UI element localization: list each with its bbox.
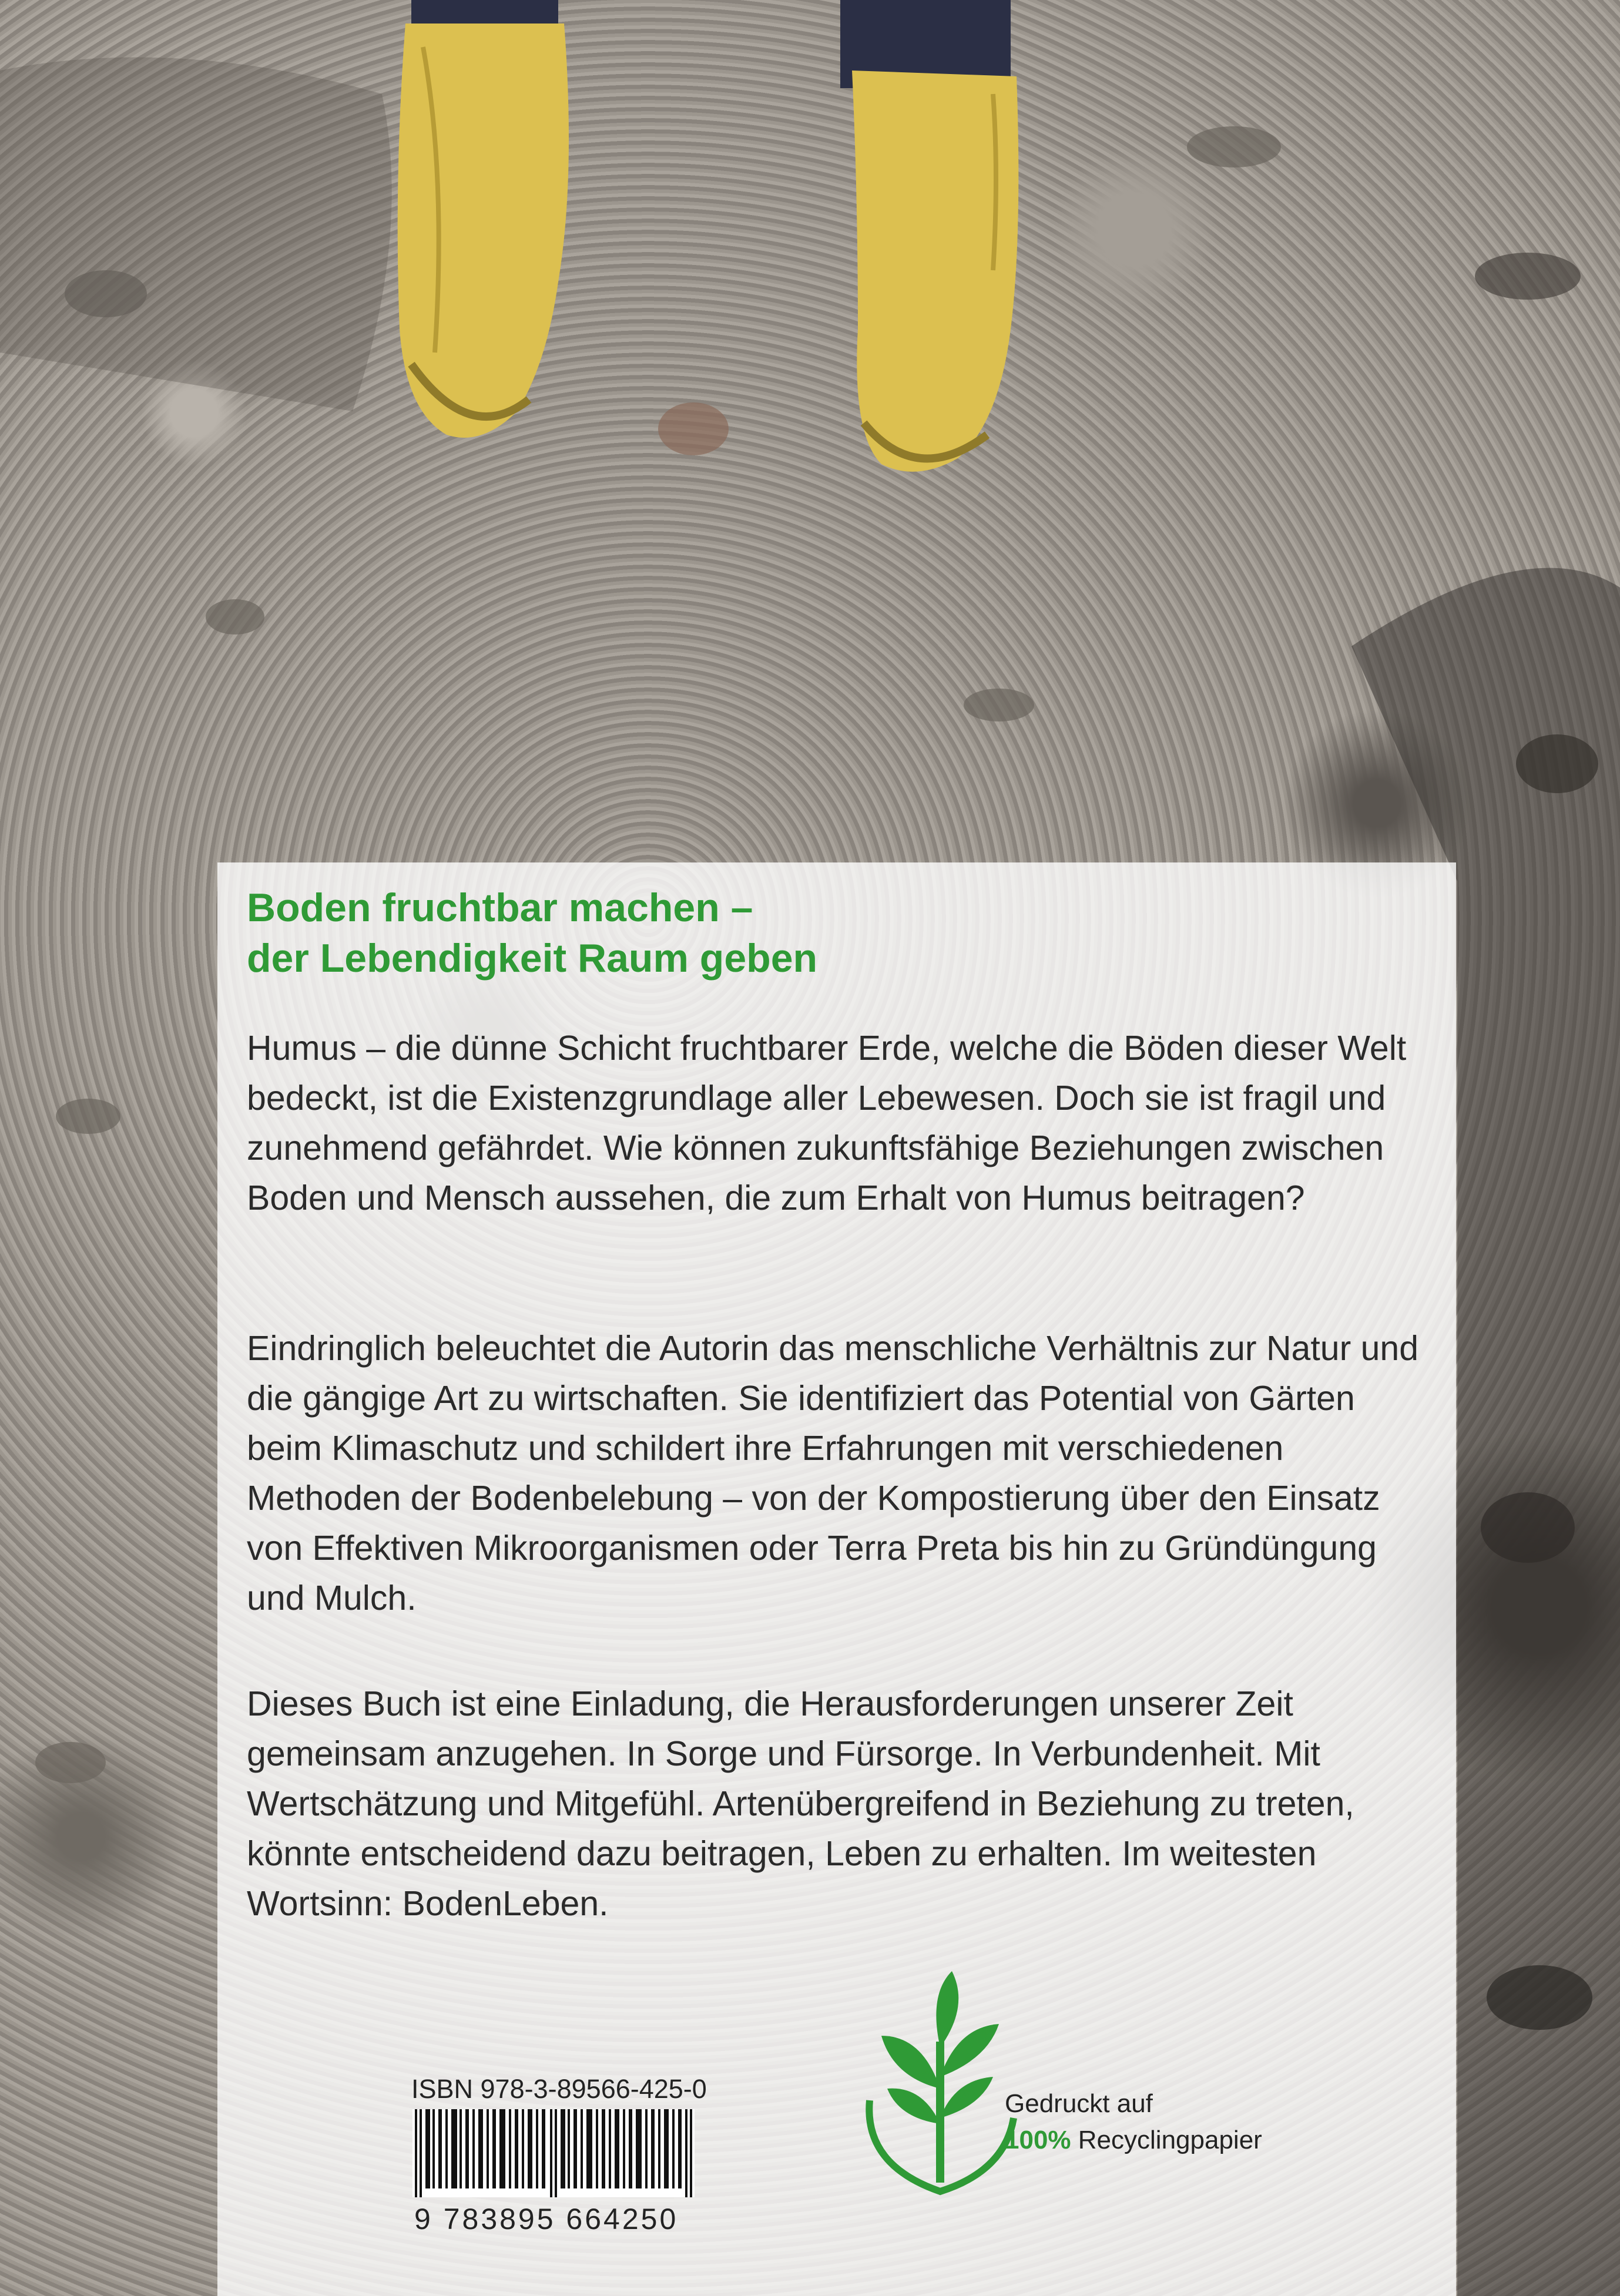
recycling-notice — [1005, 2086, 1262, 2159]
leaf-sprout-icon — [852, 1971, 1022, 2200]
headline-line-1: Boden fruchtbar machen – — [247, 885, 753, 930]
barcode-digits: 9 783895 664250 — [414, 2203, 679, 2235]
paragraph-1: Humus – die dünne Schicht fruchtbarer Erde, welche die Böden dieser Welt bedeckt, ist die Existenzgrundlage aller Lebewesen. Doch sie ist fragil und zunehmend gefährdet. Wie können zukunftsfähige Beziehungen zwischen Boden und Mensch aussehen, die zum Erhalt von Humus beitragen? — [247, 1029, 1407, 1217]
headline-line-2: der Lebendigkeit Raum geben — [247, 936, 818, 981]
barcode-icon — [412, 2109, 695, 2197]
recycling-line-1: Gedruckt auf — [1005, 2089, 1153, 2118]
recycling-line-2-rest: Recyclingpapier — [1071, 2126, 1262, 2154]
paragraph-3: Dieses Buch ist eine Einladung, die Herausforderungen unserer Zeit gemeinsam anzugehen. In Sorge und Fürsorge. In Verbundenheit. Mit Wertschätzung und Mitgefühl. Artenübergreifend in Beziehung zu treten, könnte entscheidend dazu beitragen, Leben zu erhalten. Im weitesten Wortsinn: BodenLeben. — [247, 1684, 1354, 1923]
paragraph-2: Eindringlich beleuchtet die Autorin das menschliche Verhältnis zur Natur und die gängige Art zu wirtschaften. Sie identifiziert das Potential von Gärten beim Klimaschutz und schildert ihre Erfahrungen mit verschiedenen Methoden der Bodenbelebung – von der Kompostierung über den Einsatz von Effektiven Mikroorganismen oder Terra Preta bis hin zu Gründüngung und Mulch. — [247, 1329, 1419, 1617]
recycling-percent: 100% — [1005, 2126, 1071, 2154]
headline — [247, 882, 1422, 983]
recycling-line-2 — [1005, 2122, 1262, 2159]
isbn-label: ISBN 978-3-89566-425-0 — [411, 2074, 707, 2104]
